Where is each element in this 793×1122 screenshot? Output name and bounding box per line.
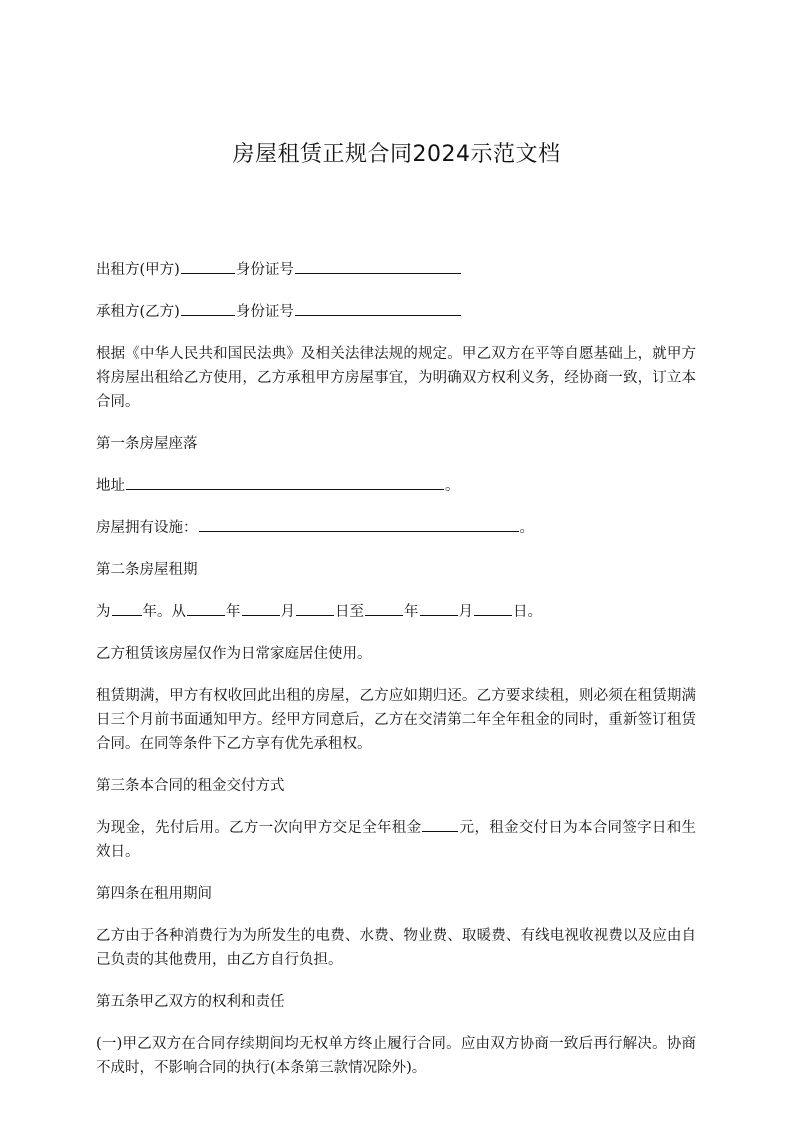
clause-1-paragraph: (一)甲乙双方在合同存续期间均无权单方终止履行合同。应由双方协商一致后再行解决。协商不成时，不影响合同的执行(本条第三款情况除外)。 — [96, 1036, 696, 1076]
term-text-4: 月 — [280, 604, 295, 620]
term-text-6: 年 — [404, 604, 419, 620]
lessee-name-blank — [181, 300, 235, 316]
end-month-blank — [420, 600, 458, 616]
fees-paragraph: 乙方由于各种消费行为为所发生的电费、水费、物业费、取暖费、有线电视收视费以及应由自己负责的其他费用，由乙方自行负担。 — [96, 928, 696, 968]
article-5-title: 第五条甲乙双方的权利和责任 — [96, 994, 285, 1010]
rent-text-2: 元，租金交付日为本合同签字日和生效日。 — [96, 820, 697, 860]
facilities-label: 房屋拥有设施： — [96, 520, 198, 536]
facilities-line — [96, 516, 696, 540]
lessee-id-blank — [295, 300, 461, 316]
address-line — [96, 474, 696, 498]
term-text-5: 日至 — [335, 604, 364, 620]
start-year-blank — [187, 600, 225, 616]
document-title: 房屋租赁正规合同2024示范文档 — [232, 142, 561, 167]
address-blank — [126, 474, 444, 490]
document-body — [96, 258, 696, 1098]
term-text-8: 日。 — [513, 604, 542, 620]
lessor-id-blank — [295, 258, 461, 274]
end-day-blank — [474, 600, 512, 616]
lessor-name-blank — [181, 258, 235, 274]
renewal-paragraph: 租赁期满，甲方有权收回此出租的房屋，乙方应如期归还。乙方要求续租，则必须在租赁期满日三个月前书面通知甲方。经甲方同意后，乙方在交清第二年全年租金的同时，重新签订租赁合同。在同等条件下乙方享有优先承租权。 — [96, 688, 696, 752]
term-text-2: 年。从 — [142, 604, 186, 620]
lessee-id-label: 身份证号 — [235, 304, 294, 320]
usage-paragraph: 乙方租赁该房屋仅作为日常家庭居住使用。 — [96, 646, 372, 662]
facilities-period: 。 — [519, 520, 534, 536]
lessee-line — [96, 300, 696, 324]
facilities-blank — [199, 516, 519, 532]
term-text-1: 为 — [96, 604, 111, 620]
article-2-title: 第二条房屋租期 — [96, 562, 198, 578]
address-label: 地址 — [96, 478, 125, 494]
article-3-title: 第三条本合同的租金交付方式 — [96, 778, 285, 794]
term-text-7: 月 — [458, 604, 473, 620]
end-year-blank — [365, 600, 403, 616]
lessee-label: 承租方(乙方) — [96, 304, 180, 320]
article-1-title: 第一条房屋座落 — [96, 436, 198, 452]
lessor-label: 出租方(甲方) — [96, 262, 180, 278]
term-text-3: 年 — [226, 604, 241, 620]
rent-paragraph — [96, 816, 696, 864]
lessor-line — [96, 258, 696, 282]
term-line — [96, 600, 696, 624]
intro-paragraph: 根据《中华人民共和国民法典》及相关法律法规的规定。甲乙双方在平等自愿基础上，就甲方将房屋出租给乙方使用，乙方承租甲方房屋事宜，为明确双方权利义务，经协商一致，订立本合同。 — [96, 346, 696, 410]
address-period: 。 — [445, 478, 460, 494]
start-month-blank — [242, 600, 280, 616]
article-4-title: 第四条在租用期间 — [96, 886, 212, 902]
term-years-blank — [112, 600, 142, 616]
rent-text-1: 为现金，先付后用。乙方一次向甲方交足全年租金 — [96, 820, 422, 836]
rent-amount-blank — [422, 816, 458, 832]
start-day-blank — [296, 600, 334, 616]
lessor-id-label: 身份证号 — [235, 262, 294, 278]
